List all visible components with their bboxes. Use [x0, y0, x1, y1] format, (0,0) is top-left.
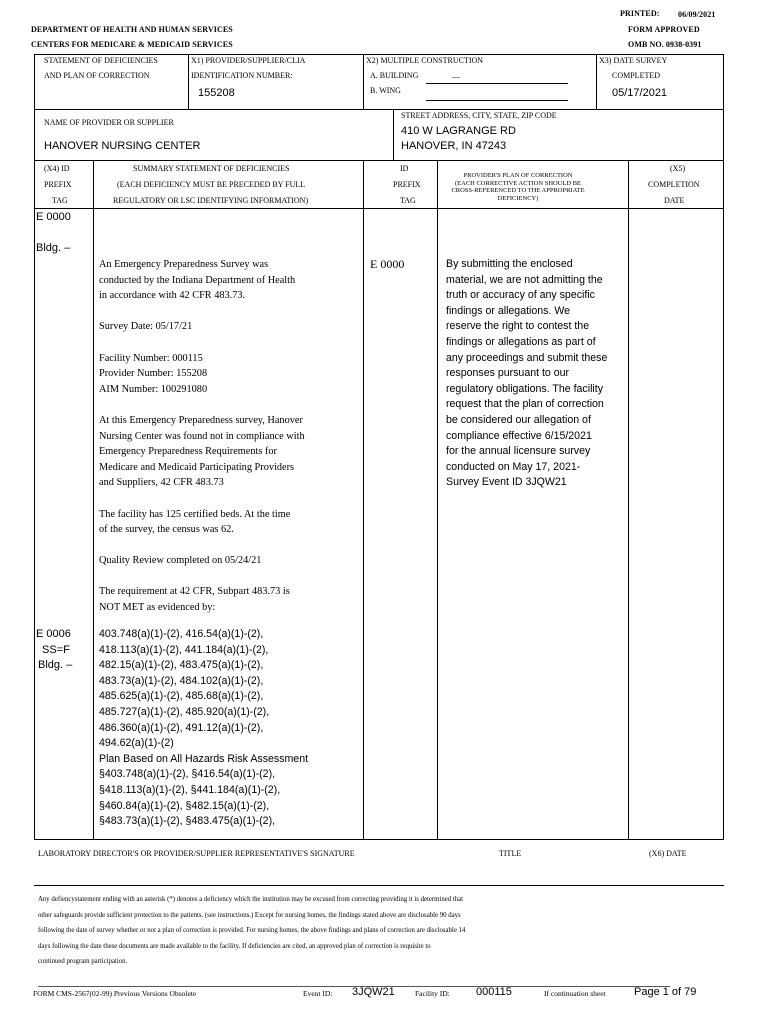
multiple-construction-label: X2) MULTIPLE CONSTRUCTION — [366, 56, 484, 65]
footnote-line: following the date of survey whether or not a plan of correction is provided. For nursing homes, the above findings and plans of correction are disclosable 14 — [38, 927, 466, 934]
citation-line: 485.727(a)(1)-(2), 485.920(a)(1)-(2), — [99, 705, 270, 718]
plan-line: any proceedings and submit these — [446, 351, 608, 364]
summary-line: An Emergency Preparedness Survey was — [99, 259, 269, 270]
footnote-line: days following the date these documents are made available to the facility. If deficiencies are cited, an approved plan of correction is requisite to — [38, 942, 431, 950]
summary-line: and Suppliers, 42 CFR 483.73 — [99, 477, 224, 489]
plan-line: compliance effective 6/15/2021 — [446, 429, 592, 442]
event-id-label: Event ID: — [303, 989, 333, 998]
citation-line: 482.15(a)(1)-(2), 483.475(a)(1)-(2), — [99, 659, 264, 672]
summary-line — [99, 491, 305, 507]
plan-of-correction-text — [446, 257, 607, 491]
title-label: TITLE — [499, 849, 522, 858]
tag-e0006: E 0006 — [36, 628, 71, 640]
summary-line: in accordance with 42 CFR 483.73. — [99, 290, 246, 302]
plan-line: findings or allegations. We — [446, 304, 571, 317]
citation-line: §403.748(a)(1)-(2), §416.54(a)(1)-(2), — [99, 768, 276, 781]
col-x4-id: (X4) ID — [44, 164, 70, 173]
summary-line: Nursing Center was found not in compliance with — [99, 430, 305, 442]
col-plan-title: PROVIDER'S PLAN OF CORRECTION — [463, 172, 573, 179]
citation-line: 486.360(a)(1)-(2), 491.12(a)(1)-(2), — [99, 721, 264, 734]
citation-line: 483.73(a)(1)-(2), 484.102(a)(1)-(2), — [99, 674, 264, 687]
summary-line: Facility Number: 000115 — [99, 352, 203, 364]
printed-date: 06/09/2021 — [678, 10, 716, 19]
summary-line — [99, 397, 305, 413]
disclosure-footnote — [38, 892, 465, 970]
col-prefix: PREFIX — [393, 180, 421, 189]
omb-number: OMB NO. 0938-0391 — [628, 40, 702, 49]
summary-line: The facility has 125 certified beds. At the time — [99, 508, 291, 520]
date-survey-value: 05/17/2021 — [612, 87, 668, 99]
plan-line: responses pursuant to our — [446, 367, 570, 380]
plan-line: Survey Event ID 3JQW21 — [446, 476, 567, 489]
event-id-value: 3JQW21 — [352, 986, 395, 998]
provider-id-label-2: IDENTIFICATION NUMBER: — [191, 71, 293, 80]
col-summary-title: SUMMARY STATEMENT OF DEFICIENCIES — [133, 164, 290, 173]
form-approved: FORM APPROVED — [628, 25, 700, 34]
plan-line: conducted on May 17, 2021- — [446, 460, 581, 473]
citation-line: §483.73(a)(1)-(2), §483.475(a)(1)-(2), — [99, 815, 276, 828]
summary-line: At this Emergency Preparedness survey, Hanover — [99, 414, 303, 426]
statement-label-1: STATEMENT OF DEFICIENCIES — [44, 56, 158, 65]
col-completion: COMPLETION — [648, 180, 700, 189]
plan-line: request that the plan of correction — [446, 398, 604, 411]
plan-line: By submitting the enclosed — [446, 258, 573, 270]
summary-line: Emergency Preparedness Requirements for — [99, 446, 277, 458]
statement-label-2: AND PLAN OF CORRECTION — [44, 71, 150, 80]
col-plan-line-4: DEFICIENCY) — [497, 195, 539, 202]
footnote-line: continued program participation. — [38, 958, 128, 965]
citation-line: 494.62(a)(1)-(2) — [99, 737, 174, 750]
plan-line: regulatory obligations. The facility — [446, 382, 604, 395]
summary-line — [99, 304, 305, 320]
plan-line: reserve the right to contest the — [446, 320, 590, 333]
summary-text — [99, 257, 305, 616]
tag-e0000-right: E 0000 — [370, 257, 405, 271]
citation-line: Plan Based on All Hazards Risk Assessment — [99, 752, 309, 765]
building-value: __ — [452, 70, 460, 79]
printed-label: PRINTED: — [620, 9, 660, 18]
col-x5: (X5) — [670, 164, 686, 173]
department-name: DEPARTMENT OF HEALTH AND HUMAN SERVICES — [31, 25, 233, 34]
building-label: A. BUILDING — [370, 71, 419, 80]
summary-line: Provider Number: 155208 — [99, 368, 208, 380]
col-x4-tag: TAG — [52, 196, 68, 205]
continuation-sheet-label: If continuation sheet — [544, 989, 606, 998]
col-summary-line-3: REGULATORY OR LSC IDENTIFYING INFORMATION) — [113, 196, 309, 205]
col-x4-prefix: PREFIX — [44, 180, 72, 189]
plan-line: for the annual licensure survey — [446, 445, 591, 458]
centers-name: CENTERS FOR MEDICARE & MEDICAID SERVICES — [31, 40, 233, 49]
facility-id-value: 000115 — [476, 986, 512, 998]
summary-line: of the survey, the census was 62. — [99, 524, 234, 536]
plan-line: be considered our allegation of — [446, 413, 591, 426]
date-label: (X6) DATE — [649, 849, 687, 858]
provider-id-label-1: X1) PROVIDER/SUPPLIER/CLIA — [191, 56, 306, 65]
col-id: ID — [400, 164, 409, 173]
plan-line: truth or accuracy of any specific — [446, 289, 595, 302]
citation-line: 403.748(a)(1)-(2), 416.54(a)(1)-(2), — [99, 628, 264, 640]
summary-line: Quality Review completed on 05/24/21 — [99, 555, 262, 567]
summary-line: The requirement at 42 CFR, Subpart 483.73 is — [99, 586, 290, 598]
summary-line — [99, 569, 305, 585]
date-survey-label-2: COMPLETED — [612, 71, 660, 80]
col-tag: TAG — [400, 196, 416, 205]
tag-e0000-left: E 0000 — [36, 211, 71, 223]
footnote-line: other safeguards provide sufficient protection to the patients. (see instructions.) Except for nursing homes, the findings stated above are disclosable 90 days — [38, 911, 461, 919]
date-survey-label-1: X3) DATE SURVEY — [599, 56, 668, 65]
address-line-1: 410 W LAGRANGE RD — [401, 125, 516, 137]
summary-line: Survey Date: 05/17/21 — [99, 321, 193, 333]
summary-line — [99, 335, 305, 351]
provider-name-value: HANOVER NURSING CENTER — [44, 140, 201, 152]
col-summary-line-2: (EACH DEFICIENCY MUST BE PRECEDED BY FULL — [117, 180, 306, 189]
plan-line: material, we are not admitting the — [446, 273, 603, 286]
summary-line: NOT MET as evidenced by: — [99, 602, 216, 614]
footnote-line: Any defiencystatement ending with an asterisk (*) denotes a deficiency which the institution may be excused from correcting providing it is determined that — [38, 896, 464, 903]
citation-line: §418.113(a)(1)-(2), §441.184(a)(1)-(2), — [99, 783, 281, 796]
citation-line: §460.84(a)(1)-(2), §482.15(a)(1)-(2), — [99, 799, 270, 812]
signature-label: LABORATORY DIRECTOR'S OR PROVIDER/SUPPLIER REPRESENTATIVE'S SIGNATURE — [38, 849, 355, 858]
page-number: Page 1 of 79 — [634, 986, 697, 998]
col-date: DATE — [664, 196, 685, 205]
plan-line: findings or allegations as part of — [446, 335, 596, 348]
form-number: FORM CMS-2567(02-99) Previous Versions Obsolete — [33, 989, 197, 998]
summary-line: conducted by the Indiana Department of Health — [99, 274, 296, 286]
address-line-2: HANOVER, IN 47243 — [401, 140, 507, 152]
summary-line: AIM Number: 100291080 — [99, 383, 208, 395]
summary-line: Medicare and Medicaid Participating Providers — [99, 461, 295, 473]
address-label: STREET ADDRESS, CITY, STATE, ZIP CODE — [401, 111, 557, 120]
provider-name-label: NAME OF PROVIDER OR SUPPLIER — [44, 118, 174, 127]
citation-line: 418.113(a)(1)-(2), 441.184(a)(1)-(2), — [99, 643, 269, 656]
citation-text — [99, 627, 308, 830]
wing-label: B. WING — [370, 86, 401, 95]
col-plan-line-2: (EACH CORRECTIVE ACTION SHOULD BE — [454, 180, 582, 187]
col-plan-line-3: CROSS-REFERENCED TO THE APPROPRIATE — [451, 187, 585, 194]
building-note-2: Bldg. – — [38, 659, 73, 671]
citation-line: 485.625(a)(1)-(2), 485.68(a)(1)-(2), — [99, 690, 264, 703]
summary-line — [99, 538, 305, 554]
scope-severity: SS=F — [42, 644, 70, 656]
facility-id-label: Facility ID: — [415, 989, 450, 998]
provider-id-value: 155208 — [198, 87, 235, 99]
building-note-1: Bldg. – — [36, 242, 71, 254]
